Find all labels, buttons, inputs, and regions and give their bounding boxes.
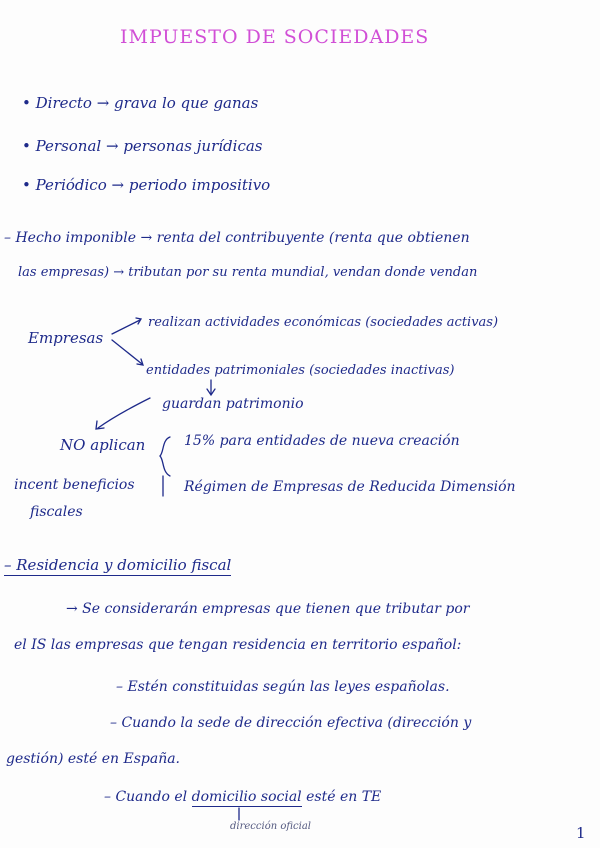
- hecho-imponible-line2: las empresas) → tributan por su renta mundial, vendan donde vendan: [18, 265, 478, 280]
- direccion-oficial-note: dirección oficial: [230, 821, 311, 832]
- condicion-domicilio-pre: – Cuando el: [104, 789, 192, 805]
- curly-brace: [160, 437, 170, 476]
- aplican-reducida-dimension: Régimen de Empresas de Reducida Dimensión: [184, 479, 516, 495]
- incentivos-line1: incent beneficios: [14, 477, 135, 493]
- condicion-leyes: – Estén constituidas según las leyes españolas.: [116, 679, 450, 695]
- empresas-branch-activas: realizan actividades económicas (sociedades activas): [148, 315, 499, 330]
- bullet-directo: • Directo → grava lo que ganas: [22, 94, 259, 112]
- empresas-branch-patrimoniales: entidades patrimoniales (sociedades inactivas): [146, 363, 455, 378]
- condicion-domicilio-post: esté en TE: [301, 789, 382, 805]
- no-aplican-label: NO aplican: [60, 436, 146, 454]
- no-aplican-arrow: [98, 398, 150, 428]
- bullet-personal: • Personal → personas jurídicas: [22, 137, 263, 155]
- bullet-periodico: • Periódico → periodo impositivo: [22, 176, 271, 194]
- domicilio-social-underlined: domicilio social: [191, 789, 302, 805]
- residencia-heading-text: – Residencia y domicilio fiscal: [4, 556, 232, 574]
- empresas-label: Empresas: [28, 329, 104, 347]
- hecho-imponible-line1: – Hecho imponible → renta del contribuyente (renta que obtienen: [4, 230, 470, 246]
- incentivos-line2: fiscales: [30, 504, 83, 520]
- residencia-paragraph-line1: → Se considerarán empresas que tienen que tributar por: [66, 601, 470, 617]
- condicion-sede-line2: gestión) esté en España.: [6, 751, 181, 767]
- condicion-sede-line1: – Cuando la sede de dirección efectiva (dirección y: [110, 715, 472, 731]
- branch-arrow-upper: [112, 320, 140, 334]
- branch-arrow-lower: [112, 340, 142, 364]
- aplican-nueva-creacion: 15% para entidades de nueva creación: [184, 433, 460, 449]
- residencia-paragraph-line2: el IS las empresas que tengan residencia en territorio español:: [14, 637, 462, 653]
- guardan-patrimonio: guardan patrimonio: [162, 396, 304, 412]
- page-title: IMPUESTO DE SOCIEDADES: [120, 26, 430, 48]
- page-number: 1: [576, 824, 586, 842]
